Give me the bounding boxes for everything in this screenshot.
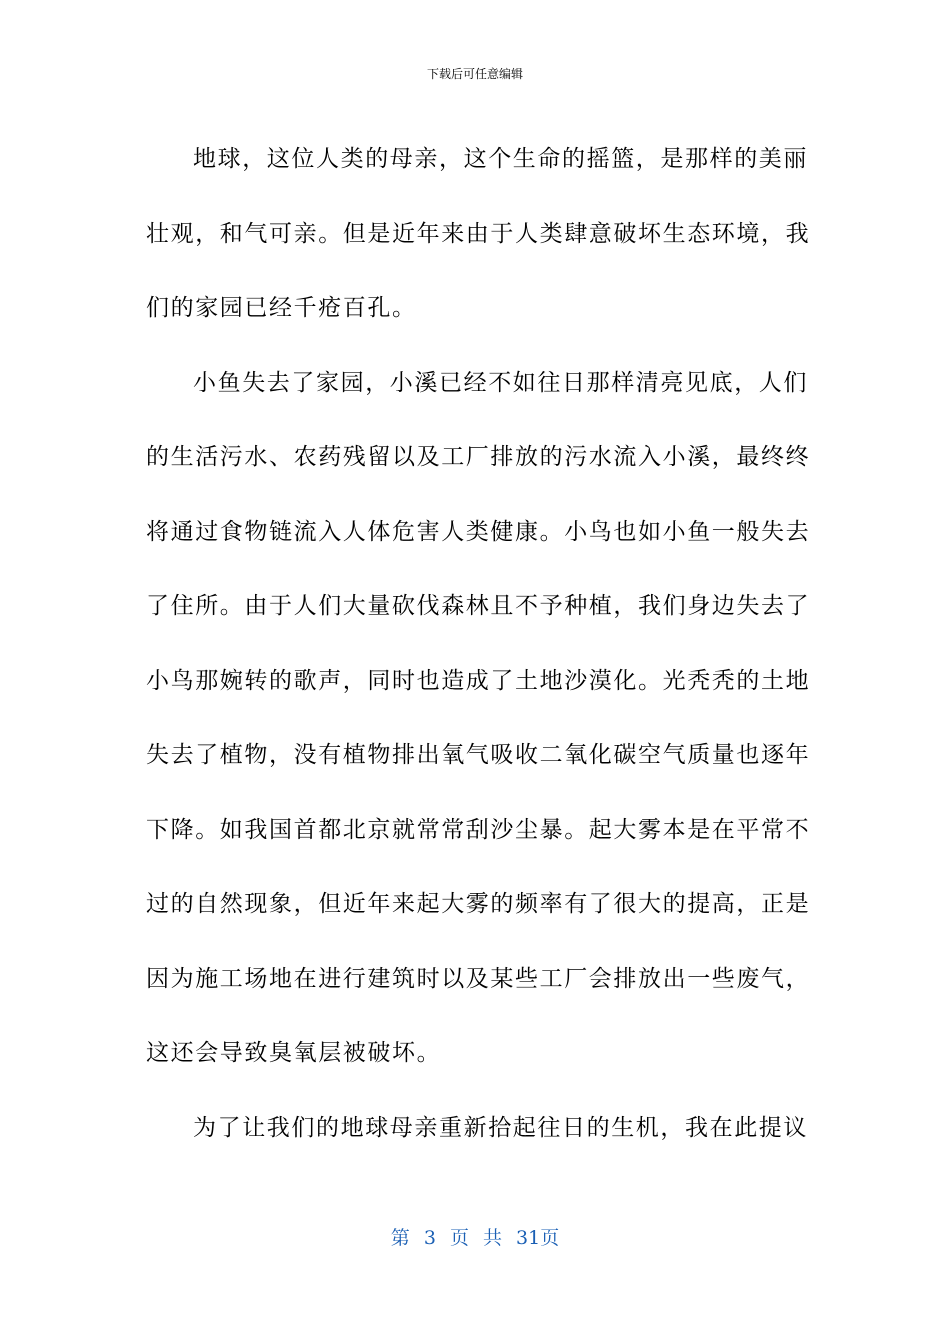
text-line: 下降。如我国首都北京就常常刮沙尘暴。起大雾本是在平常不: [146, 816, 811, 843]
text-line: 的生活污水、农药残留以及工厂排放的污水流入小溪，最终终: [146, 444, 811, 470]
text-line: 这还会导致臭氧层被破坏。: [146, 1040, 442, 1066]
text-line: 因为施工场地在进行建筑时以及某些工厂会排放出一些废气，: [146, 965, 811, 992]
text-line: 失去了植物，没有植物排出氧气吸收二氧化碳空气质量也逐年: [146, 742, 811, 768]
text-line: 为了让我们的地球母亲重新拾起往日的生机，我在此提议: [193, 1114, 808, 1141]
page-footer: [0, 1225, 950, 1251]
text-line: 地球，这位人类的母亲，这个生命的摇篮，是那样的美丽: [193, 146, 808, 172]
text-line: 壮观，和气可亲。但是近年来由于人类肆意破坏生态环境，我: [146, 220, 811, 247]
page-header: 下载后可任意编辑: [426, 67, 523, 81]
paragraph-2: [146, 346, 811, 1091]
body-text: [146, 122, 811, 1165]
page-number-label: 第 3 页 共 31页: [390, 1227, 560, 1249]
text-line: 小鸟那婉转的歌声，同时也造成了土地沙漠化。光秃秃的土地: [146, 667, 811, 694]
text-line: 将通过食物链流入人体危害人类健康。小鸟也如小鱼一般失去: [146, 518, 811, 545]
text-line: 们的家园已经千疮百孔。: [146, 295, 417, 321]
paragraph-3: [146, 1091, 808, 1166]
text-line: 小鱼失去了家园，小溪已经不如往日那样清亮见底，人们: [193, 369, 808, 396]
paragraph-1: [146, 122, 811, 346]
text-line: 过的自然现象，但近年来起大雾的频率有了很大的提高，正是: [146, 891, 811, 917]
text-line: 了住所。由于人们大量砍伐森林且不予种植，我们身边失去了: [146, 593, 811, 619]
